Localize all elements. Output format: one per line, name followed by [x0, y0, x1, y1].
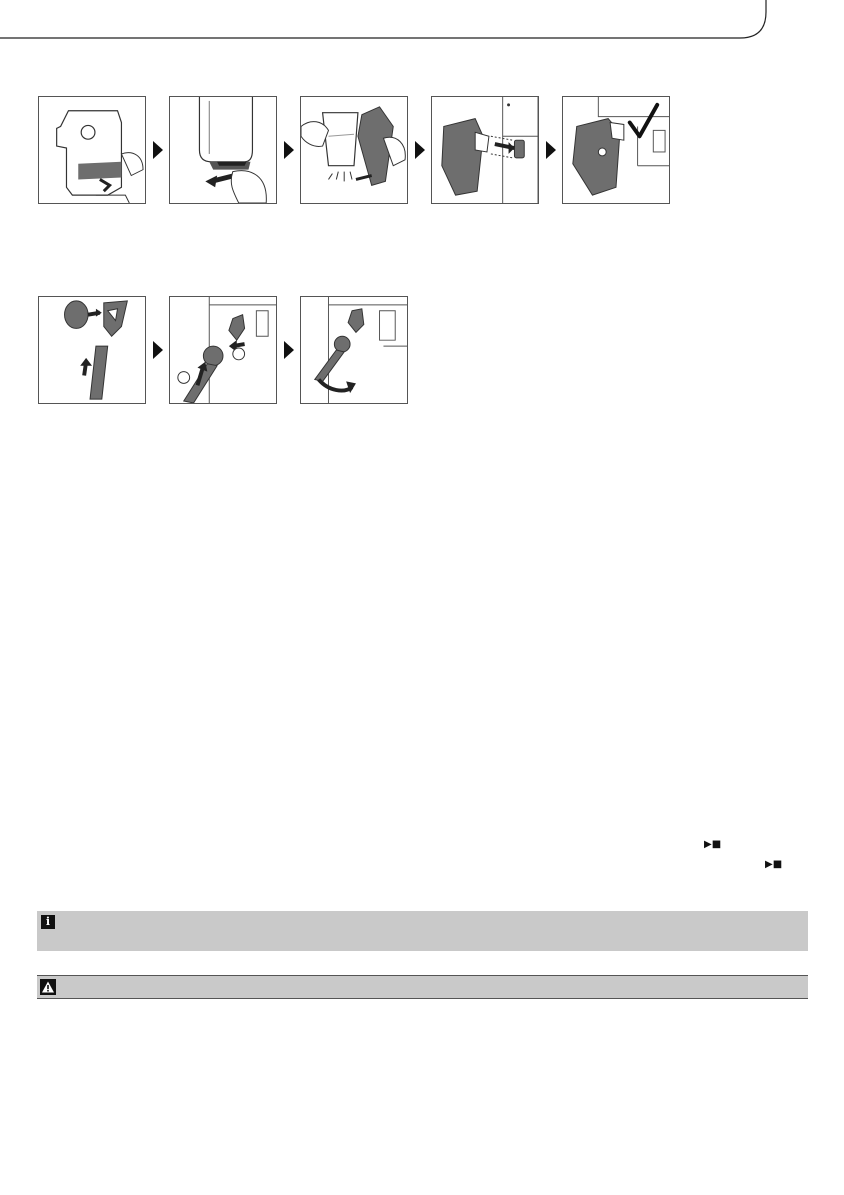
info-box — [37, 911, 808, 951]
warning-icon — [40, 979, 56, 995]
step-panel-8 — [300, 296, 408, 404]
rotate-spout-illustration — [301, 297, 407, 403]
step-panel-3 — [300, 96, 408, 204]
start-stop-icon: ▶■ — [704, 839, 722, 850]
rinse-part-illustration — [301, 97, 407, 203]
info-icon: i — [41, 915, 55, 929]
step-arrow — [153, 141, 163, 159]
step-panel-5 — [562, 96, 670, 204]
step-arrow — [153, 341, 163, 359]
step-arrow — [284, 341, 294, 359]
insert-part-illustration — [432, 97, 538, 203]
remove-clip-illustration — [39, 97, 145, 203]
step-arrow — [284, 141, 294, 159]
step-arrow — [546, 141, 556, 159]
step-arrow — [415, 141, 425, 159]
assemble-spout-illustration — [39, 297, 145, 403]
step-panel-4 — [431, 96, 539, 204]
step-panel-2 — [169, 96, 277, 204]
step-panel-7 — [169, 296, 277, 404]
step-panel-1 — [38, 96, 146, 204]
attach-spout-illustration — [170, 297, 276, 403]
start-stop-icon: ▶■ — [765, 859, 783, 870]
done-checkmark-illustration — [563, 97, 669, 203]
step-panel-6 — [38, 296, 146, 404]
header-rule — [0, 0, 768, 60]
remove-filter-illustration — [170, 97, 276, 203]
warning-bar — [37, 975, 808, 999]
